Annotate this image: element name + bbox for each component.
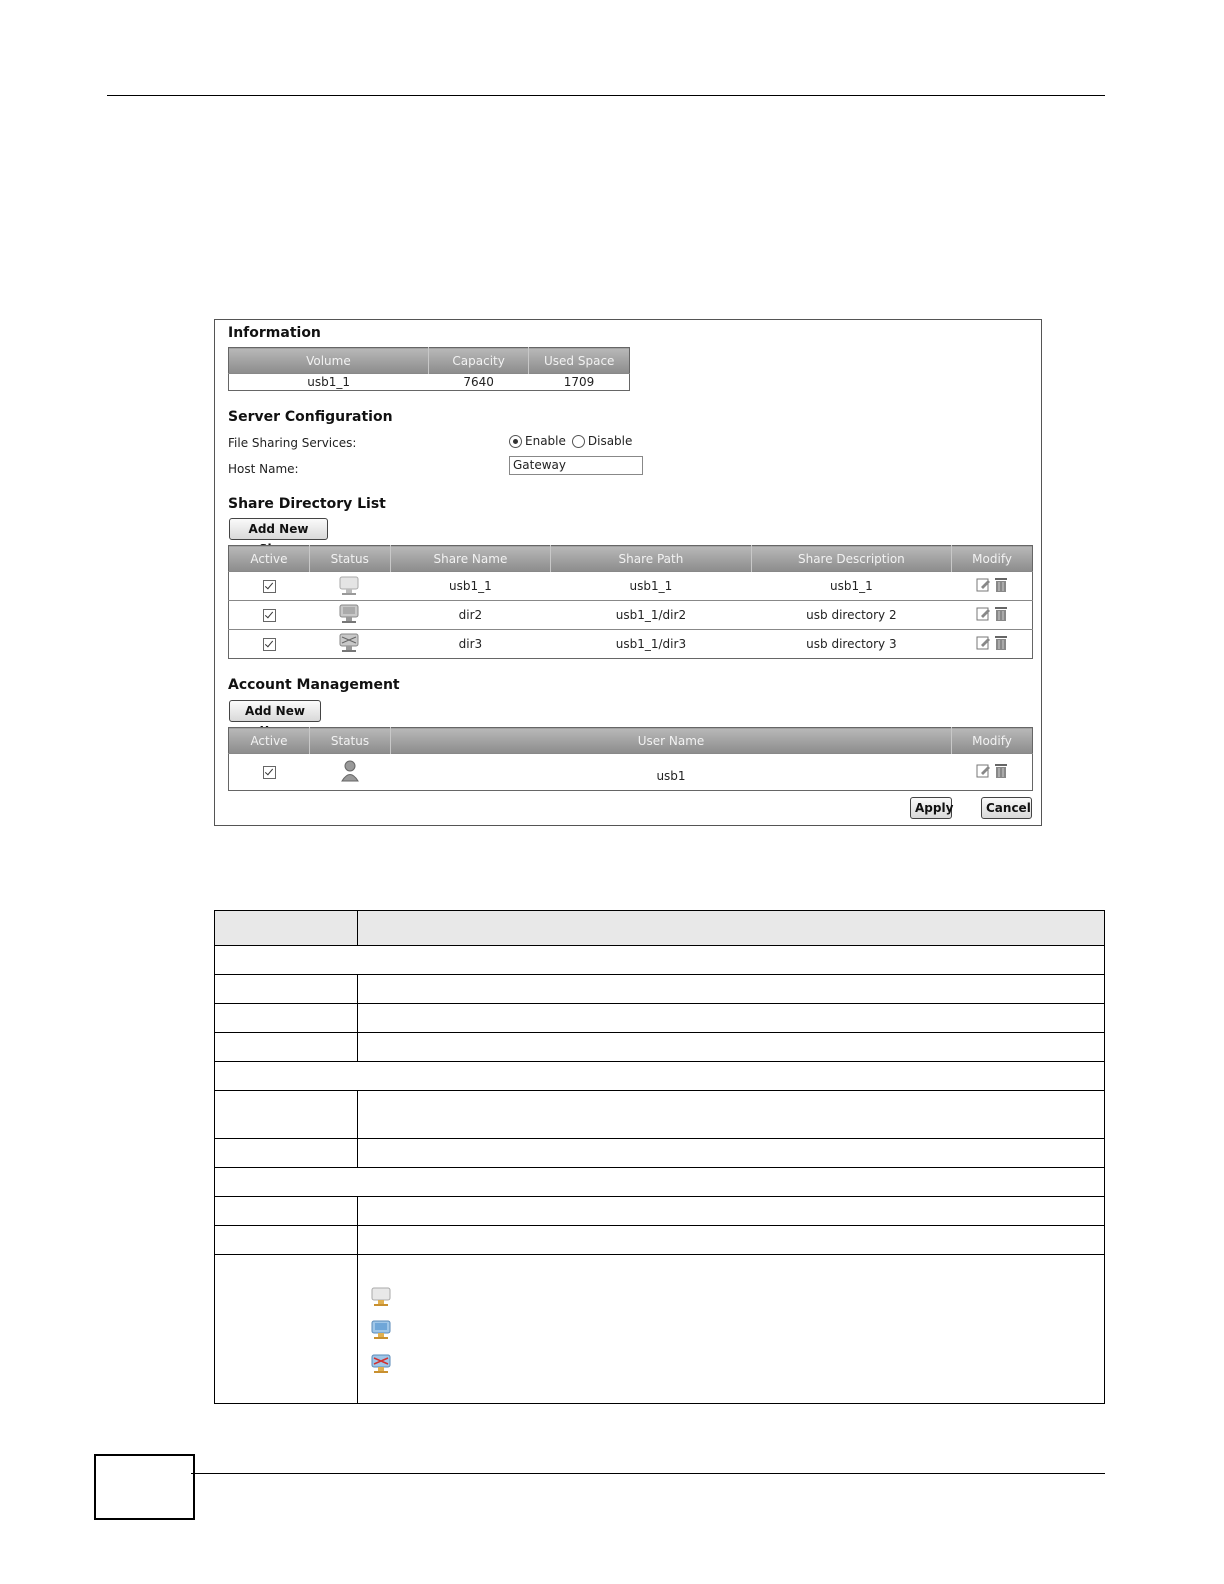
table-row [215,1226,1105,1255]
capacity-value: 7640 [428,374,529,391]
host-name-label: Host Name: [228,462,299,476]
share-description: usb directory 3 [751,630,951,659]
share-description: usb1_1 [751,572,951,601]
file-sharing-radio-group [509,434,632,448]
share-connected-icon [370,1319,394,1341]
share-name: usb1_1 [390,572,551,601]
information-table [228,347,630,391]
col-active: Active [229,546,310,572]
enable-radio[interactable] [509,435,522,448]
trash-icon[interactable] [994,635,1008,651]
disable-radio[interactable] [572,435,585,448]
table-row [215,1062,1105,1091]
col-used-space: Used Space [529,348,630,374]
table-row [215,1255,1105,1404]
table-row [229,572,1033,601]
col-share-path: Share Path [551,546,751,572]
table-row [229,374,630,391]
trash-icon[interactable] [994,577,1008,593]
account-table [228,727,1033,791]
edit-icon[interactable] [976,635,991,650]
share-directory-title: Share Directory List [228,496,386,512]
cancel-button[interactable]: Cancel [981,797,1032,819]
table-row [215,975,1105,1004]
active-checkbox[interactable] [263,766,276,779]
table-row [215,946,1105,975]
enable-label: Enable [525,434,566,448]
share-folder-icon [338,574,362,596]
share-directory-table [228,545,1033,659]
col-volume: Volume [229,348,429,374]
information-title: Information [228,325,321,341]
table-row [229,754,1033,791]
disable-label: Disable [587,434,633,448]
host-name-input[interactable]: Gateway [509,456,643,475]
share-name: dir3 [390,630,551,659]
user-name: usb1 [391,754,952,791]
col-capacity: Capacity [428,348,529,374]
trash-icon[interactable] [994,606,1008,622]
active-checkbox[interactable] [263,609,276,622]
footer-rule [191,1473,1105,1474]
col-share-name: Share Name [390,546,551,572]
apply-button[interactable]: Apply [910,797,952,819]
header-rule [107,95,1105,96]
edit-icon[interactable] [976,606,991,621]
share-folder-icon [338,632,362,654]
share-description: usb directory 2 [751,601,951,630]
add-new-share-button[interactable]: Add New [229,518,328,540]
edit-icon[interactable] [976,577,991,592]
page-number-box [94,1454,195,1520]
share-path: usb1_1 [551,572,751,601]
share-name: dir2 [390,601,551,630]
col-modify: Modify [952,728,1033,754]
volume-value: usb1_1 [229,374,429,391]
table-row [229,601,1033,630]
table-row [215,1004,1105,1033]
user-icon [340,760,360,782]
active-checkbox[interactable] [263,580,276,593]
used-space-value: 1709 [529,374,630,391]
share-path: usb1_1/dir3 [551,630,751,659]
col-status: Status [309,546,390,572]
file-sharing-label: File Sharing Services: [228,436,357,450]
field-description-table [214,910,1105,1404]
table-row [215,1033,1105,1062]
share-path: usb1_1/dir2 [551,601,751,630]
table-row [215,1091,1105,1139]
account-management-title: Account Management [228,677,400,693]
table-row [215,1197,1105,1226]
col-active: Active [229,728,310,754]
col-modify: Modify [952,546,1033,572]
col-share-description: Share Description [751,546,951,572]
col-user-name: User Name [391,728,952,754]
table-header-row [215,911,1105,946]
col-status: Status [310,728,391,754]
add-new-user-button[interactable]: Add New [229,700,321,722]
active-checkbox[interactable] [263,638,276,651]
table-row [229,630,1033,659]
share-available-icon [370,1285,394,1307]
table-row [215,1139,1105,1168]
share-folder-icon [338,603,362,625]
usb-services-screenshot [214,319,1042,826]
server-config-title: Server Configuration [228,409,393,425]
trash-icon[interactable] [994,763,1008,779]
table-row [215,1168,1105,1197]
share-error-icon [370,1353,394,1375]
edit-icon[interactable] [976,763,991,778]
